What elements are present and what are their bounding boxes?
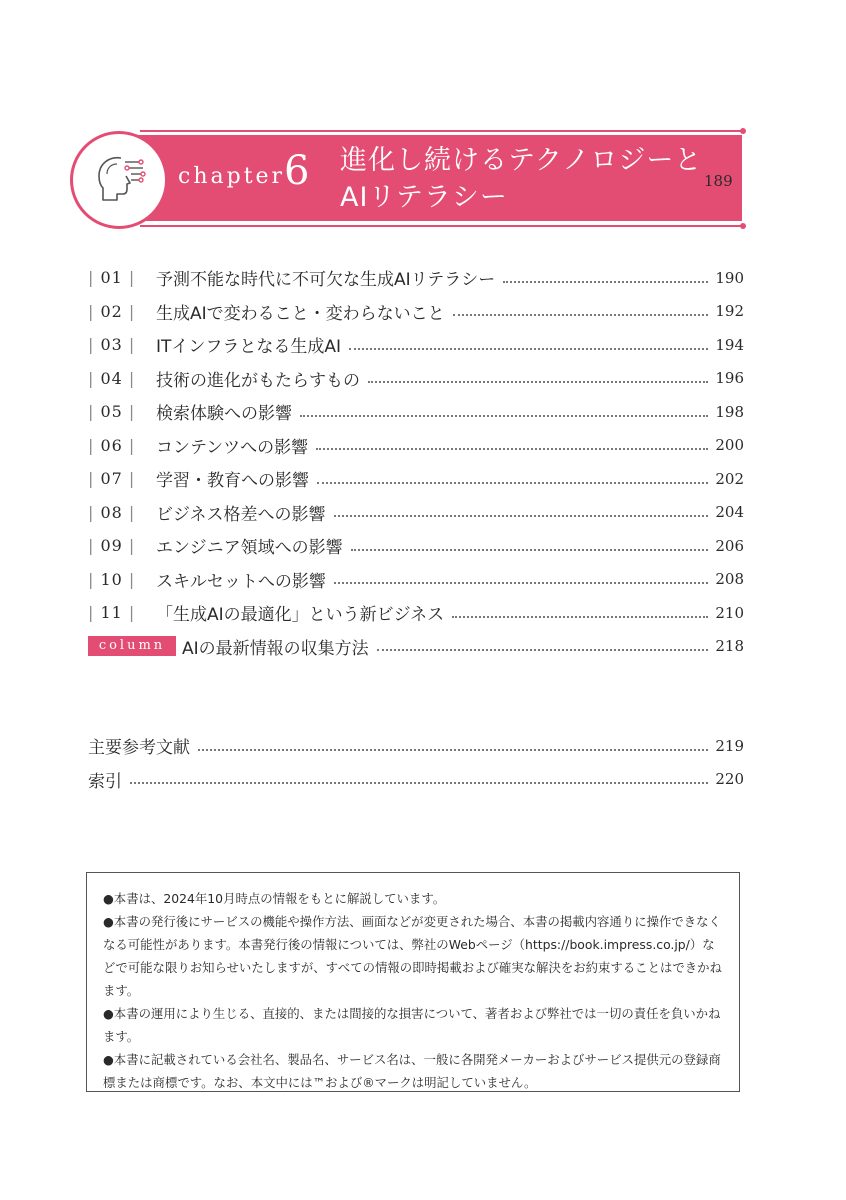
backmatter-page: 219 <box>715 736 744 755</box>
section-title: 学習・教育への影響 <box>156 471 309 492</box>
dot-leader <box>452 614 708 618</box>
dot-leader <box>453 312 708 316</box>
dot-leader <box>351 547 708 551</box>
section-page: 208 <box>715 570 744 589</box>
dot-leader <box>334 513 709 517</box>
toc-row-backmatter[interactable] <box>88 729 744 763</box>
notice-item: ●本書の発行後にサービスの機能や操作方法、画面などが変更された場合、本書の掲載内容通りに操作できなくなる可能性があります。本書発行後の情報については、弊社のWebページ（https://book.impress.co.jp/）などで可能な限りお知らせいたしますが、すべての情報の即時掲載および確実な解決をお約束することはできかねます。 <box>103 914 722 998</box>
chapter-label: chapter <box>178 164 286 189</box>
chapter-title-line1: 進化し続けるテクノロジーと <box>340 145 703 176</box>
section-title: 検索体験への影響 <box>156 404 292 425</box>
toc-row[interactable] <box>88 496 744 530</box>
toc-row-column[interactable] <box>88 630 744 664</box>
toc-row[interactable] <box>88 328 744 362</box>
column-title: AIの最新情報の収集方法 <box>182 638 369 659</box>
chapter-icon-circle <box>70 131 168 229</box>
toc-row[interactable] <box>88 261 744 295</box>
dot-leader <box>334 580 708 584</box>
section-number: | 10 | <box>88 569 136 589</box>
toc-backmatter-list <box>88 729 744 796</box>
section-page: 210 <box>715 603 744 622</box>
toc-row[interactable] <box>88 462 744 496</box>
head-circuit-icon <box>91 150 147 208</box>
toc-row-backmatter[interactable] <box>88 763 744 797</box>
dot-leader <box>198 747 708 751</box>
section-title: ビジネス格差への影響 <box>156 504 326 525</box>
toc-row[interactable] <box>88 362 744 396</box>
notice-item: ●本書は、2024年10月時点の情報をもとに解説しています。 <box>103 891 446 906</box>
header-rule-dot <box>740 128 746 134</box>
section-number: | 03 | <box>88 335 136 355</box>
section-number: | 08 | <box>88 502 136 522</box>
section-number: | 06 | <box>88 435 136 455</box>
dot-leader <box>503 279 708 283</box>
section-page: 198 <box>715 402 744 421</box>
chapter-title <box>340 142 702 216</box>
section-number: | 05 | <box>88 402 136 422</box>
toc-row[interactable] <box>88 395 744 429</box>
section-title: ITインフラとなる生成AI <box>156 337 342 358</box>
section-number: | 04 | <box>88 368 136 388</box>
section-page: 204 <box>715 503 744 522</box>
section-number: | 11 | <box>88 603 136 623</box>
header-rule-dot <box>740 223 746 229</box>
toc-row[interactable] <box>88 596 744 630</box>
header-rule-top <box>140 130 744 132</box>
dot-leader <box>317 480 708 484</box>
section-title: 生成AIで変わること・変わらないこと <box>156 303 445 324</box>
notice-item: ●本書に記載されている会社名、製品名、サービス名は、一般に各開発メーカーおよびサービス提供元の登録商標または商標です。なお、本文中には™および®マークは明記していません。 <box>103 1052 721 1090</box>
dot-leader <box>368 379 708 383</box>
dot-leader <box>377 647 708 651</box>
section-title: 「生成AIの最適化」という新ビジネス <box>156 605 445 626</box>
toc-row[interactable] <box>88 295 744 329</box>
chapter-page-number: 189 <box>704 172 733 190</box>
backmatter-title: 主要参考文献 <box>88 738 190 759</box>
section-page: 202 <box>715 469 744 488</box>
toc-row[interactable] <box>88 429 744 463</box>
toc-section-list <box>88 261 744 663</box>
section-title: 予測不能な時代に不可欠な生成AIリテラシー <box>156 270 496 291</box>
section-number: | 09 | <box>88 536 136 556</box>
section-number: | 01 | <box>88 268 136 288</box>
section-title: エンジニア領域への影響 <box>156 538 343 559</box>
notice-item: ●本書の運用により生じる、直接的、または間接的な損害について、著者および弊社では一切の責任を負いかねます。 <box>103 1006 721 1044</box>
notice-box <box>86 872 740 1092</box>
dot-leader <box>130 780 708 784</box>
section-page: 196 <box>715 369 744 388</box>
header-rule-bottom <box>140 225 744 227</box>
section-title: コンテンツへの影響 <box>156 437 309 458</box>
dot-leader <box>316 446 708 450</box>
toc-row[interactable] <box>88 529 744 563</box>
section-title: スキルセットへの影響 <box>156 571 326 592</box>
section-number: | 07 | <box>88 469 136 489</box>
section-page: 190 <box>715 268 744 287</box>
dot-leader <box>349 346 708 350</box>
section-title: 技術の進化がもたらすもの <box>156 370 360 391</box>
chapter-number: 6 <box>284 148 310 194</box>
section-page: 200 <box>715 436 744 455</box>
section-page: 192 <box>715 302 744 321</box>
column-badge: column <box>88 636 176 656</box>
chapter-title-line2: AIリテラシー <box>340 182 508 213</box>
column-page: 218 <box>715 637 744 656</box>
backmatter-title: 索引 <box>88 771 122 792</box>
backmatter-page: 220 <box>715 770 744 789</box>
section-page: 194 <box>715 335 744 354</box>
dot-leader <box>300 413 708 417</box>
section-number: | 02 | <box>88 301 136 321</box>
toc-row[interactable] <box>88 563 744 597</box>
section-page: 206 <box>715 536 744 555</box>
